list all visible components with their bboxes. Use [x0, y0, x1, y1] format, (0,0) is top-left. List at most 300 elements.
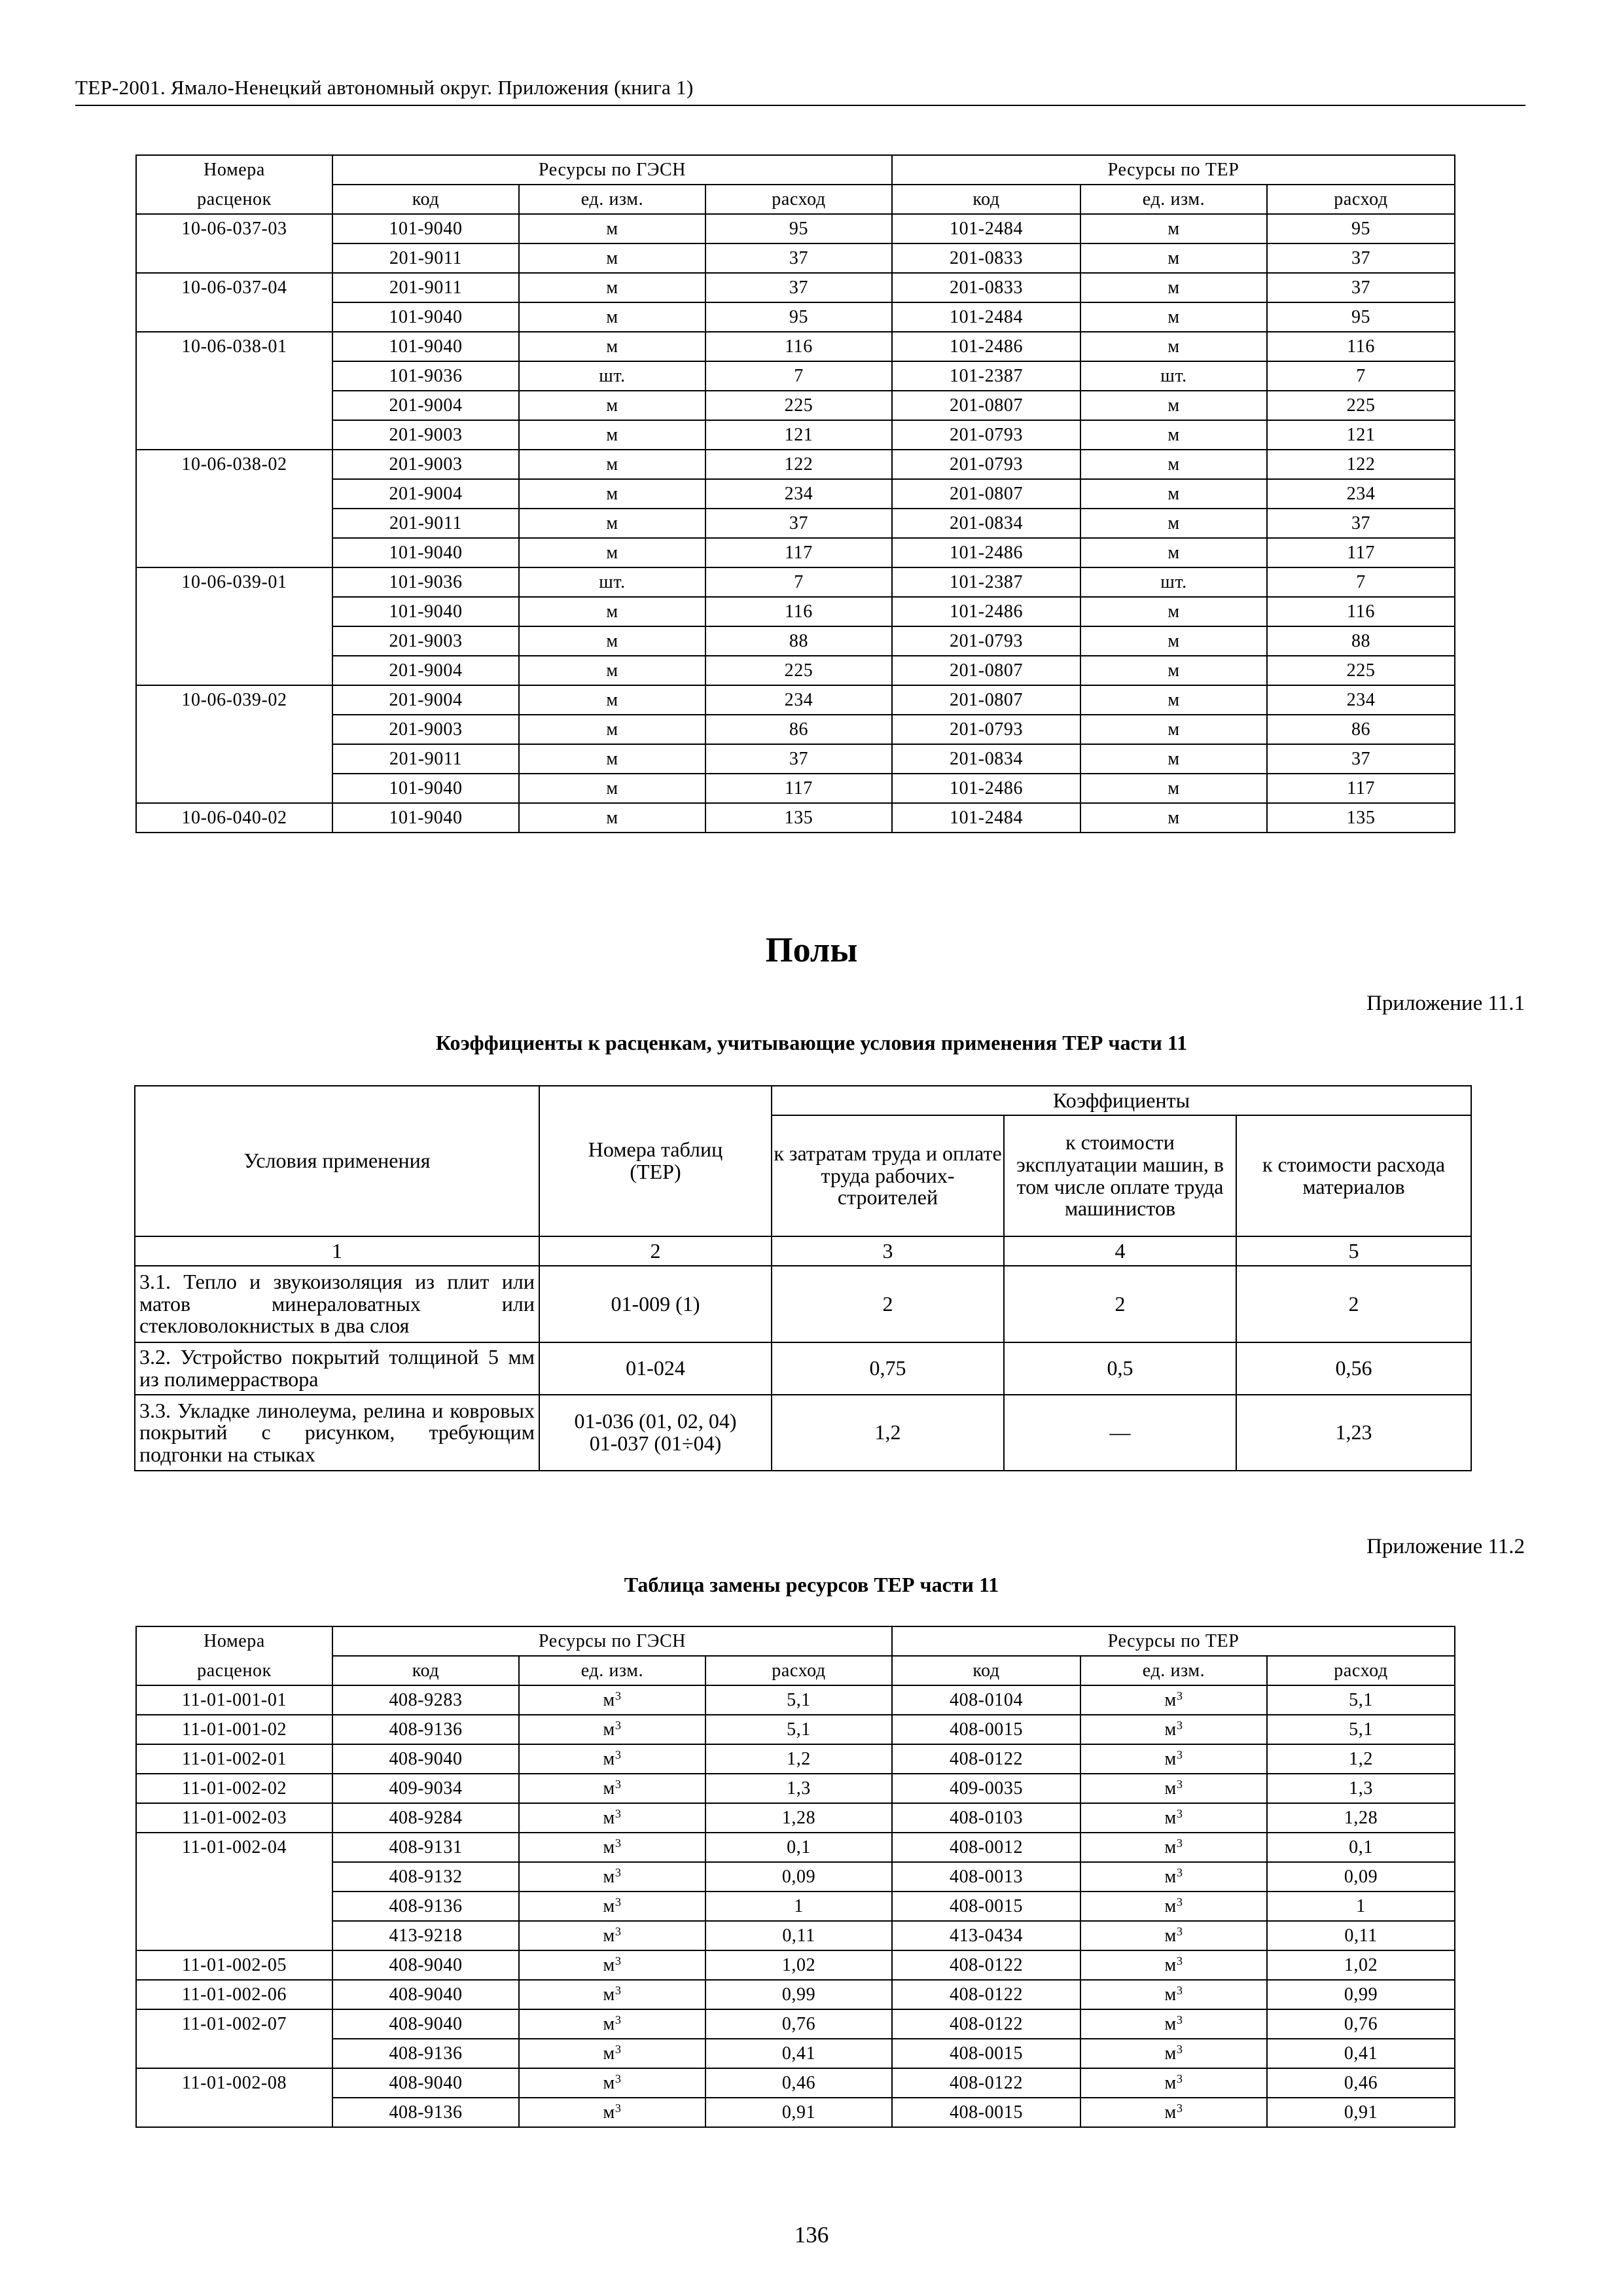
table-row: [136, 1833, 1455, 1862]
ter-consumption: 234: [1267, 685, 1455, 715]
gesn-code: 408-9040: [332, 1744, 519, 1774]
unit-base: м: [1164, 1778, 1177, 1799]
gesn-code: 201-9004: [332, 656, 519, 685]
ter-unit: шт.: [1080, 361, 1267, 391]
ter-consumption: 5,1: [1267, 1685, 1455, 1715]
gesn-consumption: 1,02: [705, 1950, 892, 1980]
gesn-unit: м: [519, 656, 705, 685]
table-numbers: 01-024: [539, 1342, 772, 1395]
header-rates: расценок: [136, 185, 332, 214]
table-row: [136, 479, 1455, 509]
ter-consumption: 37: [1267, 243, 1455, 273]
ter-consumption: 0,46: [1267, 2068, 1455, 2098]
unit-base: м: [603, 1719, 615, 1740]
rate-number: 11-01-001-02: [136, 1715, 332, 1744]
ter-unit: [1080, 1774, 1267, 1803]
unit-exponent: 3: [615, 1748, 622, 1761]
table-row: [136, 391, 1455, 420]
unit-exponent: 3: [615, 1954, 622, 1967]
ter-consumption: 117: [1267, 774, 1455, 803]
gesn-unit: [519, 1715, 705, 1744]
unit-exponent: 3: [615, 1718, 622, 1732]
rate-number: [136, 744, 332, 774]
ter-unit: [1080, 1980, 1267, 2009]
ter-unit: [1080, 1833, 1267, 1862]
unit-base: м: [1164, 1895, 1177, 1916]
unit-exponent: 3: [1176, 2042, 1183, 2056]
header-ter-code: код: [892, 185, 1080, 214]
ter-unit: м: [1080, 214, 1267, 243]
unit-exponent: 3: [615, 1924, 622, 1938]
ter-code: 201-0793: [892, 715, 1080, 744]
header-gesn-code: код: [332, 185, 519, 214]
gesn-consumption: 225: [705, 656, 892, 685]
table-row: [136, 626, 1455, 656]
gesn-code: 201-9011: [332, 744, 519, 774]
ter-code: 101-2486: [892, 538, 1080, 567]
appendix-11-2-label: Приложение 11.2: [1366, 1535, 1525, 1558]
gesn-unit: м: [519, 332, 705, 361]
ter-consumption: 117: [1267, 538, 1455, 567]
table-numbers-line-1: 01-036 (01, 02, 04): [574, 1409, 737, 1433]
ter-consumption: 0,76: [1267, 2009, 1455, 2039]
gesn-unit: м: [519, 420, 705, 450]
unit-exponent: 3: [1176, 1954, 1183, 1967]
table-row: [136, 243, 1455, 273]
gesn-unit: [519, 1774, 705, 1803]
gesn-code: 413-9218: [332, 1921, 519, 1950]
table-row: [136, 302, 1455, 332]
gesn-code: 101-9040: [332, 774, 519, 803]
gesn-code: 408-9040: [332, 1950, 519, 1980]
unit-exponent: 3: [1176, 1718, 1183, 1732]
unit-base: м: [1164, 2072, 1177, 2093]
table-row: [136, 597, 1455, 626]
rate-number: [136, 391, 332, 420]
unit-base: м: [1164, 1689, 1177, 1710]
header-gesn-resources: Ресурсы по ГЭСН: [332, 1626, 892, 1656]
appendix-11-1-title: Коэффициенты к расценкам, учитывающие условия применения ТЕР части 11: [435, 1031, 1188, 1054]
table-row: [136, 656, 1455, 685]
header-rates: расценок: [136, 1656, 332, 1685]
header-gesn-unit: ед. изм.: [519, 1656, 705, 1685]
ter-consumption: 1,2: [1267, 1744, 1455, 1774]
gesn-code: 201-9011: [332, 243, 519, 273]
ter-unit: [1080, 1892, 1267, 1921]
gesn-consumption: 117: [705, 538, 892, 567]
ter-consumption: 37: [1267, 273, 1455, 302]
ter-code: 201-0807: [892, 685, 1080, 715]
ter-code: 101-2387: [892, 567, 1080, 597]
ter-code: 201-0833: [892, 273, 1080, 302]
table-row: [136, 1774, 1455, 1803]
table-row: [136, 214, 1455, 243]
ter-code: 409-0035: [892, 1774, 1080, 1803]
ter-consumption: 95: [1267, 214, 1455, 243]
ter-code: 101-2486: [892, 332, 1080, 361]
rate-number: 11-01-002-05: [136, 1950, 332, 1980]
gesn-code: 408-9283: [332, 1685, 519, 1715]
unit-exponent: 3: [615, 2101, 622, 2115]
ter-unit: [1080, 2009, 1267, 2039]
gesn-unit: [519, 1833, 705, 1862]
col-number-3: 3: [772, 1236, 1004, 1266]
rate-number: [136, 597, 332, 626]
gesn-code: 101-9036: [332, 567, 519, 597]
gesn-unit: м: [519, 715, 705, 744]
unit-base: м: [1164, 1748, 1177, 1769]
ter-consumption: 1,02: [1267, 1950, 1455, 1980]
header-ter-consumption: расход: [1267, 1656, 1455, 1685]
gesn-consumption: 37: [705, 744, 892, 774]
ter-code: 408-0104: [892, 1685, 1080, 1715]
rate-number: 10-06-039-01: [136, 567, 332, 597]
gesn-unit: м: [519, 803, 705, 833]
table-row: [136, 685, 1455, 715]
gesn-unit: м: [519, 273, 705, 302]
gesn-consumption: 122: [705, 450, 892, 479]
ter-consumption: 225: [1267, 656, 1455, 685]
ter-consumption: 116: [1267, 597, 1455, 626]
table-row: [136, 332, 1455, 361]
gesn-code: 201-9011: [332, 509, 519, 538]
ter-consumption: 121: [1267, 420, 1455, 450]
ter-code: 408-0122: [892, 1744, 1080, 1774]
ter-consumption: 116: [1267, 332, 1455, 361]
gesn-unit: [519, 2039, 705, 2068]
ter-unit: м: [1080, 479, 1267, 509]
gesn-consumption: 1,2: [705, 1744, 892, 1774]
machines-coef: —: [1004, 1395, 1236, 1471]
header-numbers: Номера: [136, 1626, 332, 1656]
gesn-unit: м: [519, 302, 705, 332]
ter-unit: [1080, 1744, 1267, 1774]
gesn-consumption: 117: [705, 774, 892, 803]
ter-code: 101-2484: [892, 214, 1080, 243]
unit-exponent: 3: [1176, 2013, 1183, 2026]
ter-consumption: 5,1: [1267, 1715, 1455, 1744]
gesn-code: 201-9003: [332, 420, 519, 450]
ter-code: 101-2387: [892, 361, 1080, 391]
resource-table-part11: [135, 1626, 1455, 2128]
rate-number: [136, 626, 332, 656]
ter-unit: м: [1080, 538, 1267, 567]
gesn-code: 408-9136: [332, 2039, 519, 2068]
col-number-5: 5: [1236, 1236, 1471, 1266]
header-gesn-consumption: расход: [705, 185, 892, 214]
gesn-consumption: 121: [705, 420, 892, 450]
unit-exponent: 3: [1176, 1895, 1183, 1909]
table-numbers: [539, 1395, 772, 1471]
condition-text: 3.1. Тепло и звукоизоляция из плит или матов минераловатных или стекловолокнистых в два слоя: [135, 1266, 539, 1342]
ter-unit: м: [1080, 391, 1267, 420]
gesn-consumption: 0,41: [705, 2039, 892, 2068]
gesn-unit: шт.: [519, 361, 705, 391]
col-number-1: 1: [135, 1236, 539, 1266]
gesn-consumption: 0,99: [705, 1980, 892, 2009]
ter-unit: м: [1080, 803, 1267, 833]
unit-exponent: 3: [615, 1777, 622, 1791]
unit-exponent: 3: [615, 1806, 622, 1820]
ter-consumption: 0,41: [1267, 2039, 1455, 2068]
ter-code: 101-2484: [892, 803, 1080, 833]
gesn-consumption: 5,1: [705, 1715, 892, 1744]
table-row: [136, 715, 1455, 744]
ter-unit: [1080, 2039, 1267, 2068]
unit-base: м: [1164, 1866, 1177, 1887]
table-row: [136, 1921, 1455, 1950]
gesn-code: 101-9040: [332, 803, 519, 833]
ter-code: 408-0122: [892, 2009, 1080, 2039]
ter-unit: м: [1080, 685, 1267, 715]
table-row: [136, 361, 1455, 391]
ter-code: 408-0015: [892, 2098, 1080, 2127]
table-row: [136, 1685, 1455, 1715]
gesn-consumption: 95: [705, 214, 892, 243]
labor-coef: 0,75: [772, 1342, 1004, 1395]
gesn-unit: [519, 1862, 705, 1892]
table-row: [136, 1803, 1455, 1833]
gesn-code: 201-9004: [332, 479, 519, 509]
ter-unit: м: [1080, 774, 1267, 803]
table-row: [136, 1862, 1455, 1892]
unit-base: м: [1164, 2043, 1177, 2064]
ter-unit: м: [1080, 420, 1267, 450]
ter-code: 201-0834: [892, 744, 1080, 774]
ter-unit: [1080, 2098, 1267, 2127]
gesn-unit: м: [519, 214, 705, 243]
table-row: [136, 509, 1455, 538]
ter-code: 408-0015: [892, 1715, 1080, 1744]
gesn-unit: [519, 1892, 705, 1921]
ter-code: 101-2484: [892, 302, 1080, 332]
ter-unit: м: [1080, 597, 1267, 626]
table-row: [136, 803, 1455, 833]
unit-base: м: [1164, 2013, 1177, 2034]
appendix-11-2-title: Таблица замены ресурсов ТЕР части 11: [624, 1573, 999, 1596]
ter-consumption: 86: [1267, 715, 1455, 744]
unit-exponent: 3: [1176, 1836, 1183, 1850]
unit-base: м: [603, 1925, 615, 1946]
unit-exponent: 3: [615, 1689, 622, 1702]
header-ter-resources: Ресурсы по ТЕР: [892, 155, 1455, 185]
gesn-consumption: 37: [705, 243, 892, 273]
header-numbers: Номера: [136, 155, 332, 185]
unit-exponent: 3: [1176, 2101, 1183, 2115]
gesn-consumption: 0,46: [705, 2068, 892, 2098]
ter-unit: м: [1080, 450, 1267, 479]
header-conditions: Условия применения: [135, 1086, 539, 1236]
rate-number: [136, 538, 332, 567]
gesn-unit: м: [519, 744, 705, 774]
rate-number: [136, 656, 332, 685]
table-row: [136, 774, 1455, 803]
materials-coef: 1,23: [1236, 1395, 1471, 1471]
gesn-code: 408-9040: [332, 1980, 519, 2009]
gesn-unit: [519, 1803, 705, 1833]
gesn-unit: [519, 2068, 705, 2098]
ter-unit: м: [1080, 509, 1267, 538]
gesn-code: 101-9040: [332, 302, 519, 332]
gesn-consumption: 1,3: [705, 1774, 892, 1803]
gesn-code: 408-9284: [332, 1803, 519, 1833]
ter-unit: [1080, 1715, 1267, 1744]
gesn-consumption: 7: [705, 361, 892, 391]
table-numbers: 01-009 (1): [539, 1266, 772, 1342]
rate-number: [136, 715, 332, 744]
ter-unit: [1080, 1685, 1267, 1715]
gesn-code: 201-9004: [332, 685, 519, 715]
gesn-code: 408-9040: [332, 2068, 519, 2098]
table-row: [136, 744, 1455, 774]
materials-coef: 2: [1236, 1266, 1471, 1342]
unit-base: м: [603, 1748, 615, 1769]
ter-consumption: 7: [1267, 567, 1455, 597]
unit-exponent: 3: [1176, 1865, 1183, 1879]
rate-number: 10-06-037-03: [136, 214, 332, 243]
gesn-consumption: 0,91: [705, 2098, 892, 2127]
section-title: Полы: [765, 930, 858, 969]
gesn-code: 408-9136: [332, 1715, 519, 1744]
gesn-code: 408-9136: [332, 1892, 519, 1921]
machines-coef: 0,5: [1004, 1342, 1236, 1395]
rate-number: [136, 1862, 332, 1892]
table-row: [136, 273, 1455, 302]
rate-number: 11-01-002-02: [136, 1774, 332, 1803]
table-numbers-line-2: 01-037 (01÷04): [589, 1431, 722, 1455]
ter-code: 408-0103: [892, 1803, 1080, 1833]
ter-code: 408-0013: [892, 1862, 1080, 1892]
gesn-code: 201-9003: [332, 626, 519, 656]
table-row: [136, 1980, 1455, 2009]
gesn-unit: м: [519, 509, 705, 538]
unit-exponent: 3: [1176, 1983, 1183, 1997]
ter-unit: [1080, 1921, 1267, 1950]
unit-base: м: [603, 1807, 615, 1828]
rate-number: 10-06-038-02: [136, 450, 332, 479]
header-labor-coef: к затратам труда и оплате труда рабочих-строителей: [772, 1115, 1004, 1236]
ter-consumption: 88: [1267, 626, 1455, 656]
table-row: [136, 2039, 1455, 2068]
ter-unit: [1080, 2068, 1267, 2098]
ter-unit: [1080, 1862, 1267, 1892]
ter-code: 201-0833: [892, 243, 1080, 273]
unit-exponent: 3: [1176, 1689, 1183, 1702]
ter-code: 408-0122: [892, 1980, 1080, 2009]
ter-consumption: 0,11: [1267, 1921, 1455, 1950]
rate-number: 11-01-002-04: [136, 1833, 332, 1862]
header-materials-coef: к стоимости расхода материалов: [1236, 1115, 1471, 1236]
header-ter-unit: ед. изм.: [1080, 185, 1267, 214]
ter-code: 201-0793: [892, 626, 1080, 656]
ter-code: 408-0122: [892, 1950, 1080, 1980]
gesn-unit: м: [519, 391, 705, 420]
gesn-unit: м: [519, 597, 705, 626]
header-gesn-unit: ед. изм.: [519, 185, 705, 214]
unit-exponent: 3: [615, 2013, 622, 2026]
gesn-code: 408-9132: [332, 1862, 519, 1892]
header-rule: [75, 105, 1525, 106]
ter-unit: м: [1080, 243, 1267, 273]
gesn-unit: м: [519, 774, 705, 803]
rate-number: 11-01-002-03: [136, 1803, 332, 1833]
materials-coef: 0,56: [1236, 1342, 1471, 1395]
ter-code: 101-2486: [892, 597, 1080, 626]
ter-code: 201-0834: [892, 509, 1080, 538]
gesn-consumption: 86: [705, 715, 892, 744]
ter-consumption: 225: [1267, 391, 1455, 420]
ter-code: 413-0434: [892, 1921, 1080, 1950]
ter-unit: [1080, 1803, 1267, 1833]
rate-number: [136, 361, 332, 391]
gesn-unit: [519, 1685, 705, 1715]
rate-number: 11-01-002-01: [136, 1744, 332, 1774]
ter-code: 201-0807: [892, 656, 1080, 685]
table-row: [136, 538, 1455, 567]
unit-base: м: [1164, 1984, 1177, 2005]
gesn-code: 101-9040: [332, 214, 519, 243]
ter-code: 408-0012: [892, 1833, 1080, 1862]
rate-number: [136, 302, 332, 332]
unit-base: м: [1164, 1807, 1177, 1828]
ter-consumption: 0,99: [1267, 1980, 1455, 2009]
header-table-numbers: Номера таблиц (ТЕР): [539, 1086, 772, 1236]
header-ter-consumption: расход: [1267, 185, 1455, 214]
unit-base: м: [1164, 1925, 1177, 1946]
gesn-consumption: 88: [705, 626, 892, 656]
unit-base: м: [603, 1837, 615, 1857]
ter-unit: шт.: [1080, 567, 1267, 597]
rate-number: 10-06-038-01: [136, 332, 332, 361]
condition-text: 3.2. Устройство покрытий толщиной 5 мм из полимерраствора: [135, 1342, 539, 1395]
rate-number: 11-01-002-07: [136, 2009, 332, 2039]
condition-text: 3.3. Укладке линолеума, релина и ковровых покрытий с рисунком, требующим подгонки на стыках: [135, 1395, 539, 1471]
coefficients-table: [134, 1085, 1472, 1471]
ter-code: 101-2486: [892, 774, 1080, 803]
gesn-consumption: 95: [705, 302, 892, 332]
gesn-unit: [519, 1921, 705, 1950]
table-row: [136, 1715, 1455, 1744]
gesn-unit: м: [519, 243, 705, 273]
running-header: ТЕР-2001. Ямало-Ненецкий автономный округ. Приложения (книга 1): [75, 76, 694, 99]
unit-base: м: [603, 1866, 615, 1887]
unit-base: м: [1164, 2102, 1177, 2123]
gesn-code: 101-9040: [332, 597, 519, 626]
gesn-consumption: 225: [705, 391, 892, 420]
table-row: [136, 2068, 1455, 2098]
ter-consumption: 37: [1267, 744, 1455, 774]
gesn-consumption: 135: [705, 803, 892, 833]
rate-number: 10-06-040-02: [136, 803, 332, 833]
unit-base: м: [603, 2072, 615, 2093]
gesn-consumption: 0,11: [705, 1921, 892, 1950]
rate-number: 11-01-001-01: [136, 1685, 332, 1715]
unit-base: м: [1164, 1837, 1177, 1857]
ter-consumption: 37: [1267, 509, 1455, 538]
unit-exponent: 3: [1176, 1748, 1183, 1761]
gesn-consumption: 37: [705, 273, 892, 302]
ter-consumption: 0,1: [1267, 1833, 1455, 1862]
table-row: [136, 567, 1455, 597]
ter-consumption: 234: [1267, 479, 1455, 509]
appendix-11-1-label: Приложение 11.1: [1366, 992, 1525, 1015]
rate-number: [136, 774, 332, 803]
ter-code: 408-0015: [892, 2039, 1080, 2068]
ter-consumption: 122: [1267, 450, 1455, 479]
ter-unit: м: [1080, 744, 1267, 774]
header-machines-coef: к стоимости эксплуатации машин, в том числе оплате труда машинистов: [1004, 1115, 1236, 1236]
rate-number: [136, 420, 332, 450]
